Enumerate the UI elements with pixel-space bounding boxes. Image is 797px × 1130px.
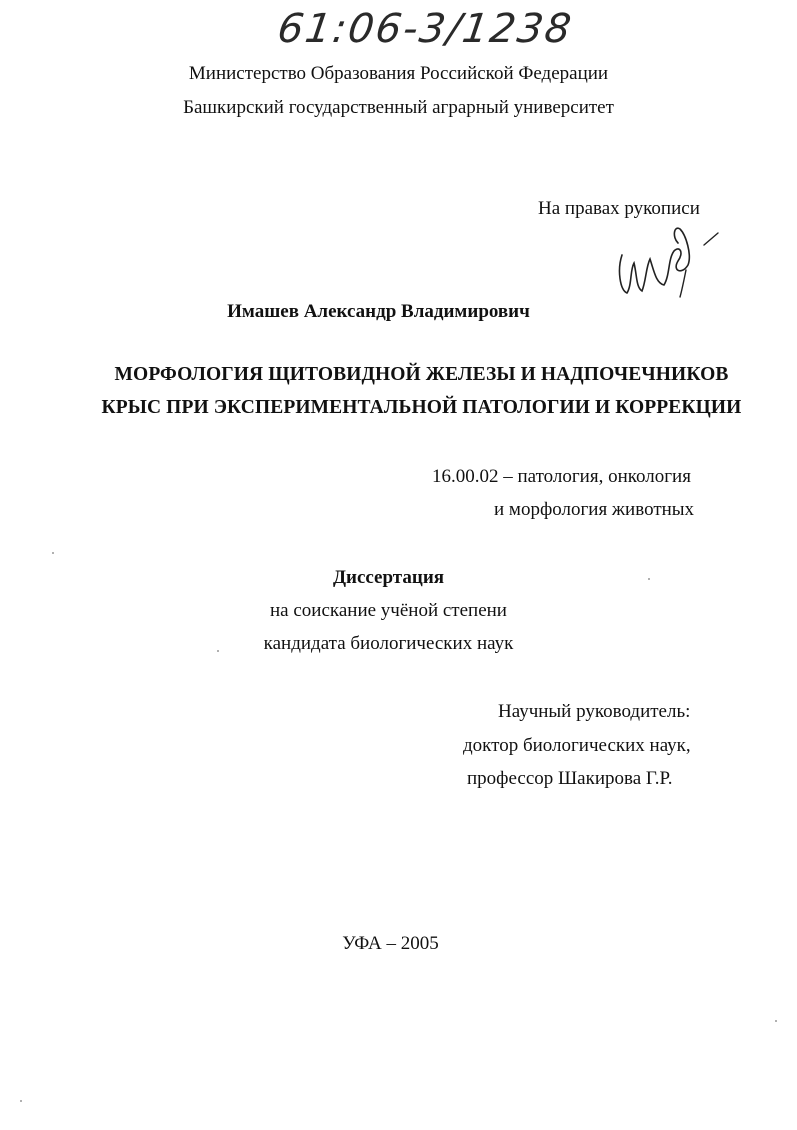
title-line-2: КРЫС ПРИ ЭКСПЕРИМЕНТАЛЬНОЙ ПАТОЛОГИИ И КОРРЕКЦИИ (101, 397, 742, 418)
degree-line-1: на соискание учёной степени (270, 600, 507, 621)
title-line-1: МОРФОЛОГИЯ ЩИТОВИДНОЙ ЖЕЛЕЗЫ И НАДПОЧЕЧНИКОВ (114, 364, 729, 385)
specialty-line-1: 16.00.02 – патология, онкология (432, 466, 691, 487)
specialty-line-2: и морфология животных (494, 499, 695, 520)
archive-number: 61:06-3/1238 (274, 6, 576, 52)
supervisor-degree: доктор биологических наук, (463, 735, 691, 756)
supervisor-name: профессор Шакирова Г.Р. (467, 768, 673, 789)
document-type: Диссертация (332, 567, 445, 588)
supervisor-label: Научный руководитель: (498, 701, 691, 722)
manuscript-rights: На правах рукописи (538, 198, 700, 219)
author-name: Имашев Александр Владимирович (227, 301, 530, 322)
signature-icon (612, 215, 722, 300)
degree-line-2: кандидата биологических наук (263, 633, 514, 654)
city-year: УФА – 2005 (342, 933, 439, 954)
university-name: Башкирский государственный аграрный университет (183, 97, 614, 118)
ministry-name: Министерство Образования Российской Федерации (188, 63, 609, 84)
